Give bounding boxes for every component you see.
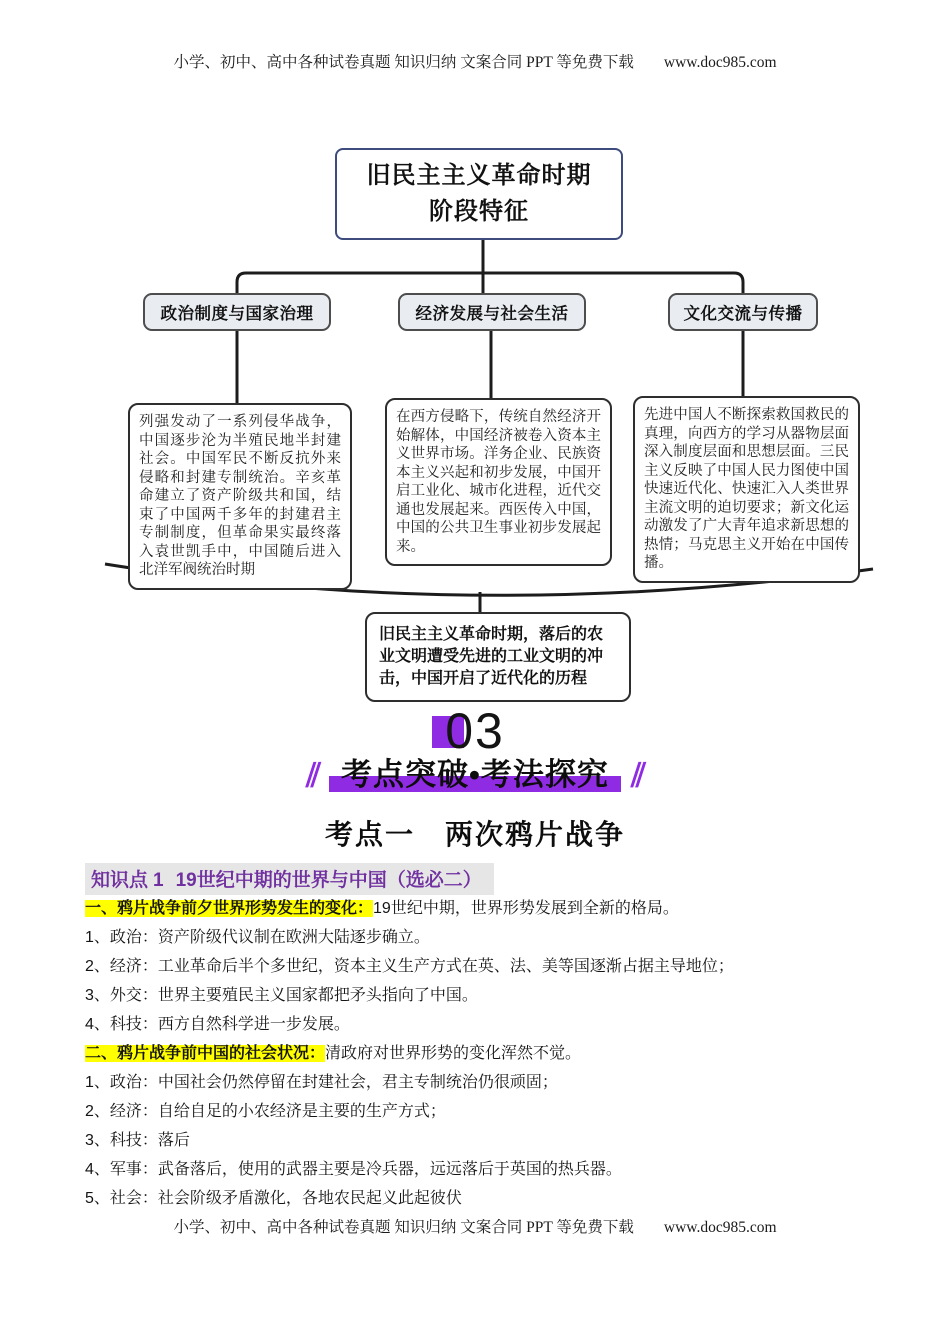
connector-top-rail (237, 273, 743, 294)
branch-politics: 政治制度与国家治理 (143, 293, 331, 331)
section2-heading-line (85, 1044, 878, 1063)
content-body (85, 899, 878, 1218)
knowledge-number: 1 (153, 870, 164, 891)
flowchart-summary-box: 旧民主主义革命时期，落后的农业文明遭受先进的工业文明的冲击，中国开启了近代化的历程 (365, 612, 631, 702)
section1-item-4: 4、科技：西方自然科学进一步发展。 (85, 1016, 350, 1033)
section1-item-3: 3、外交：世界主要殖民主义国家都把矛头指向了中国。 (85, 987, 478, 1004)
header-text: 小学、初中、高中各种试卷真题 知识归纳 文案合同 PPT 等免费下载 (173, 54, 634, 71)
section2-item-3: 3、科技：落后 (85, 1132, 190, 1149)
header-url: www.doc985.com (663, 54, 777, 71)
section-number-digits: 03 (445, 703, 505, 759)
detail-politics: 列强发动了一系列侵华战争，中国逐步沦为半殖民地半封建社会。中国军民不断反抗外来侵略和封建专制统治。辛亥革命建立了资产阶级共和国，结束了中国两千多年的封建君主专制制度，但革命果实最终落入袁世凯手中，中国随后进入北洋军阀统治时期 (128, 403, 352, 590)
section1-item-2: 2、经济：工业革命后半个多世纪，资本主义生产方式在英、法、美等国逐渐占据主导地位； (85, 958, 734, 975)
section1-item-1: 1、政治：资产阶级代议制在欧洲大陆逐步确立。 (85, 929, 430, 946)
section1-heading-tail: 19世纪中期，世界形势发展到全新的格局。 (373, 900, 679, 917)
branch-economy: 经济发展与社会生活 (398, 293, 586, 331)
section2-heading-highlight: 二、鸦片战争前中国的社会状况： (85, 1045, 326, 1062)
section2-item-4: 4、军事：武备落后，使用的武器主要是冷兵器，远远落后于英国的热兵器。 (85, 1161, 622, 1178)
section2-heading-tail: 清政府对世界形势的变化浑然不觉。 (325, 1045, 582, 1062)
banner-right-slashes-icon: ∥ (627, 758, 650, 788)
banner-left-slashes-icon: ∥ (302, 758, 325, 788)
section-banner (0, 749, 950, 794)
detail-culture: 先进中国人不断探索救国救民的真理，向西方的学习从器物层面深入制度层面和思想层面。三民主义反映了中国人民力图使中国快速近代化、快速汇入人类世界主流文明的迫切要求；新文化运动激发了广大青年追求新思想的热情；马克思主义开始在中国传播。 (633, 396, 860, 583)
knowledge-label: 知识点 (91, 870, 149, 891)
branch-culture: 文化交流与传播 (668, 293, 818, 331)
section2-item-1: 1、政治：中国社会仍然停留在封建社会，君主专制统治仍很顽固； (85, 1074, 558, 1091)
flowchart-title-line1: 旧民主主义革命时期 (366, 162, 592, 189)
knowledge-title: 19世纪中期的世界与中国（选必二） (175, 870, 482, 891)
section2-item-5: 5、社会：社会阶级矛盾激化，各地农民起义此起彼伏 (85, 1190, 462, 1207)
stage-features-flowchart (0, 128, 950, 703)
footer-text: 小学、初中、高中各种试卷真题 知识归纳 文案合同 PPT 等免费下载 (173, 1219, 634, 1236)
banner-title-wrap (335, 749, 615, 794)
section1-heading-line (85, 899, 878, 918)
banner-title: 考点突破•考法探究 (341, 757, 609, 792)
section1-heading-highlight: 一、鸦片战争前夕世界形势发生的变化： (85, 900, 374, 917)
page-footer (0, 1215, 950, 1237)
topic-title: 考点一 两次鸦片战争 (324, 819, 625, 850)
flowchart-title-box (335, 148, 623, 240)
section2-item-2: 2、经济：自给自足的小农经济是主要的生产方式； (85, 1103, 446, 1120)
flowchart-title-line2: 阶段特征 (429, 198, 529, 225)
footer-url: www.doc985.com (663, 1219, 777, 1236)
detail-economy: 在西方侵略下，传统自然经济开始解体，中国经济被卷入资本主义世界市场。洋务企业、民族资本主义兴起和初步发展，中国开启工业化、城市化进程，近代交通也发展起来。西医传入中国，中国的公共卫生事业初步发展起来。 (385, 398, 612, 566)
page-header (0, 50, 950, 72)
knowledge-point-bar (85, 863, 494, 895)
